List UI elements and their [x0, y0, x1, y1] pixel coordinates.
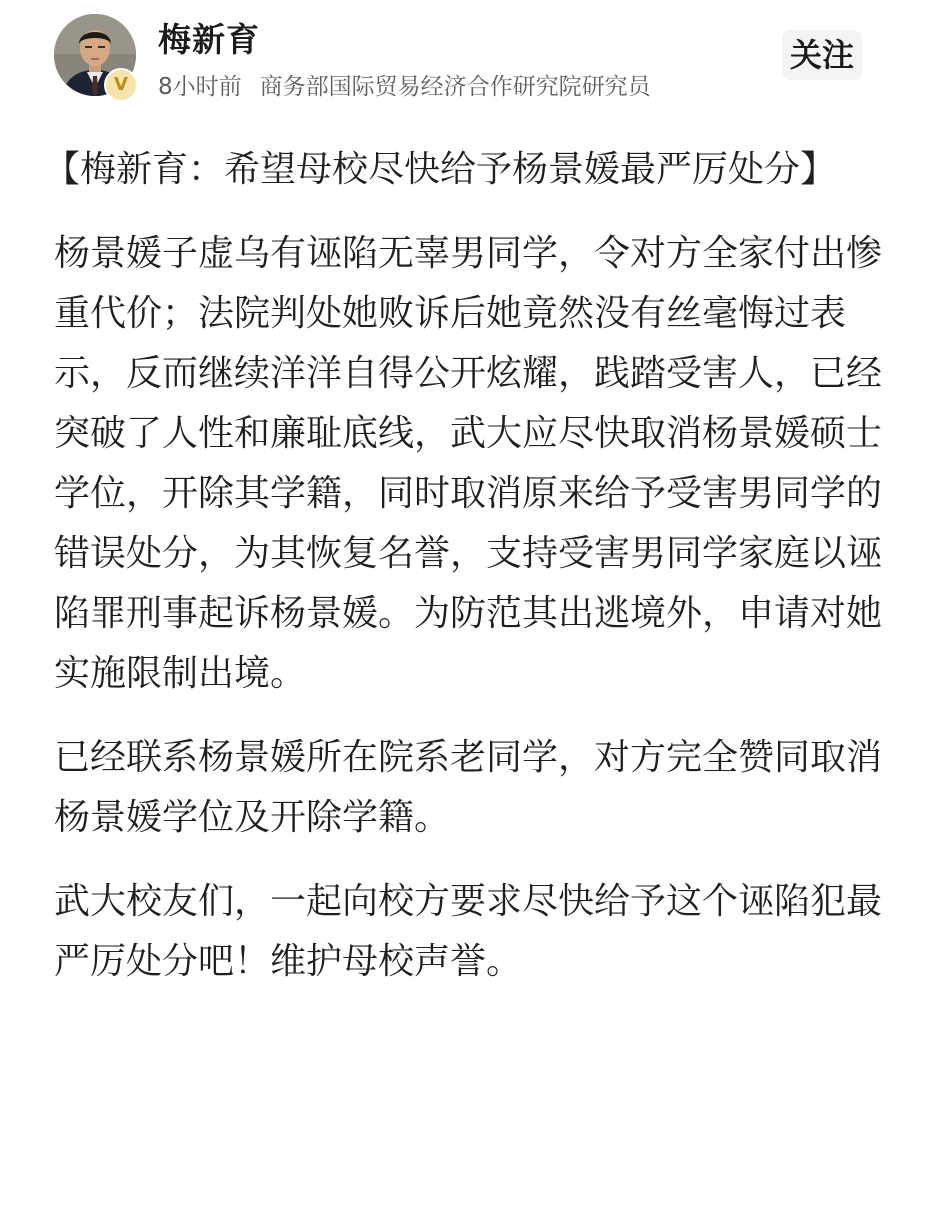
- follow-button[interactable]: 关注: [782, 30, 862, 80]
- author-description: 商务部国际贸易经济合作研究院研究员: [259, 74, 651, 100]
- post-paragraph: 已经联系杨景媛所在院系老同学，对方完全赞同取消杨景媛学位及开除学籍。: [54, 737, 883, 838]
- post-time: 8小时前: [158, 74, 242, 100]
- post-title: 【梅新育：希望母校尽快给予杨景媛最严厉处分】: [44, 149, 837, 190]
- post-meta: [158, 68, 651, 101]
- verified-badge-icon: V: [104, 68, 138, 102]
- post-paragraph: 杨景媛子虚乌有诬陷无辜男同学，令对方全家付出惨重代价；法院判处她败诉后她竟然没有丝毫悔过表示，反而继续洋洋自得公开炫耀，践踏受害人，已经突破了人性和廉耻底线，武大应尽快取消杨景媛硕士学位，开除其学籍，同时取消原来给予受害男同学的错误处分，为其恢复名誉，支持受害男同学家庭以诬陷罪刑事起诉杨景媛。为防范其出逃境外，申请对她实施限制出境。: [54, 233, 883, 694]
- author-name[interactable]: 梅新育: [158, 20, 260, 59]
- post-paragraph: 武大校友们，一起向校方要求尽快给予这个诬陷犯最严厉处分吧！维护母校声誉。: [54, 881, 883, 982]
- post-header: [0, 0, 944, 120]
- post-content: [44, 140, 890, 1016]
